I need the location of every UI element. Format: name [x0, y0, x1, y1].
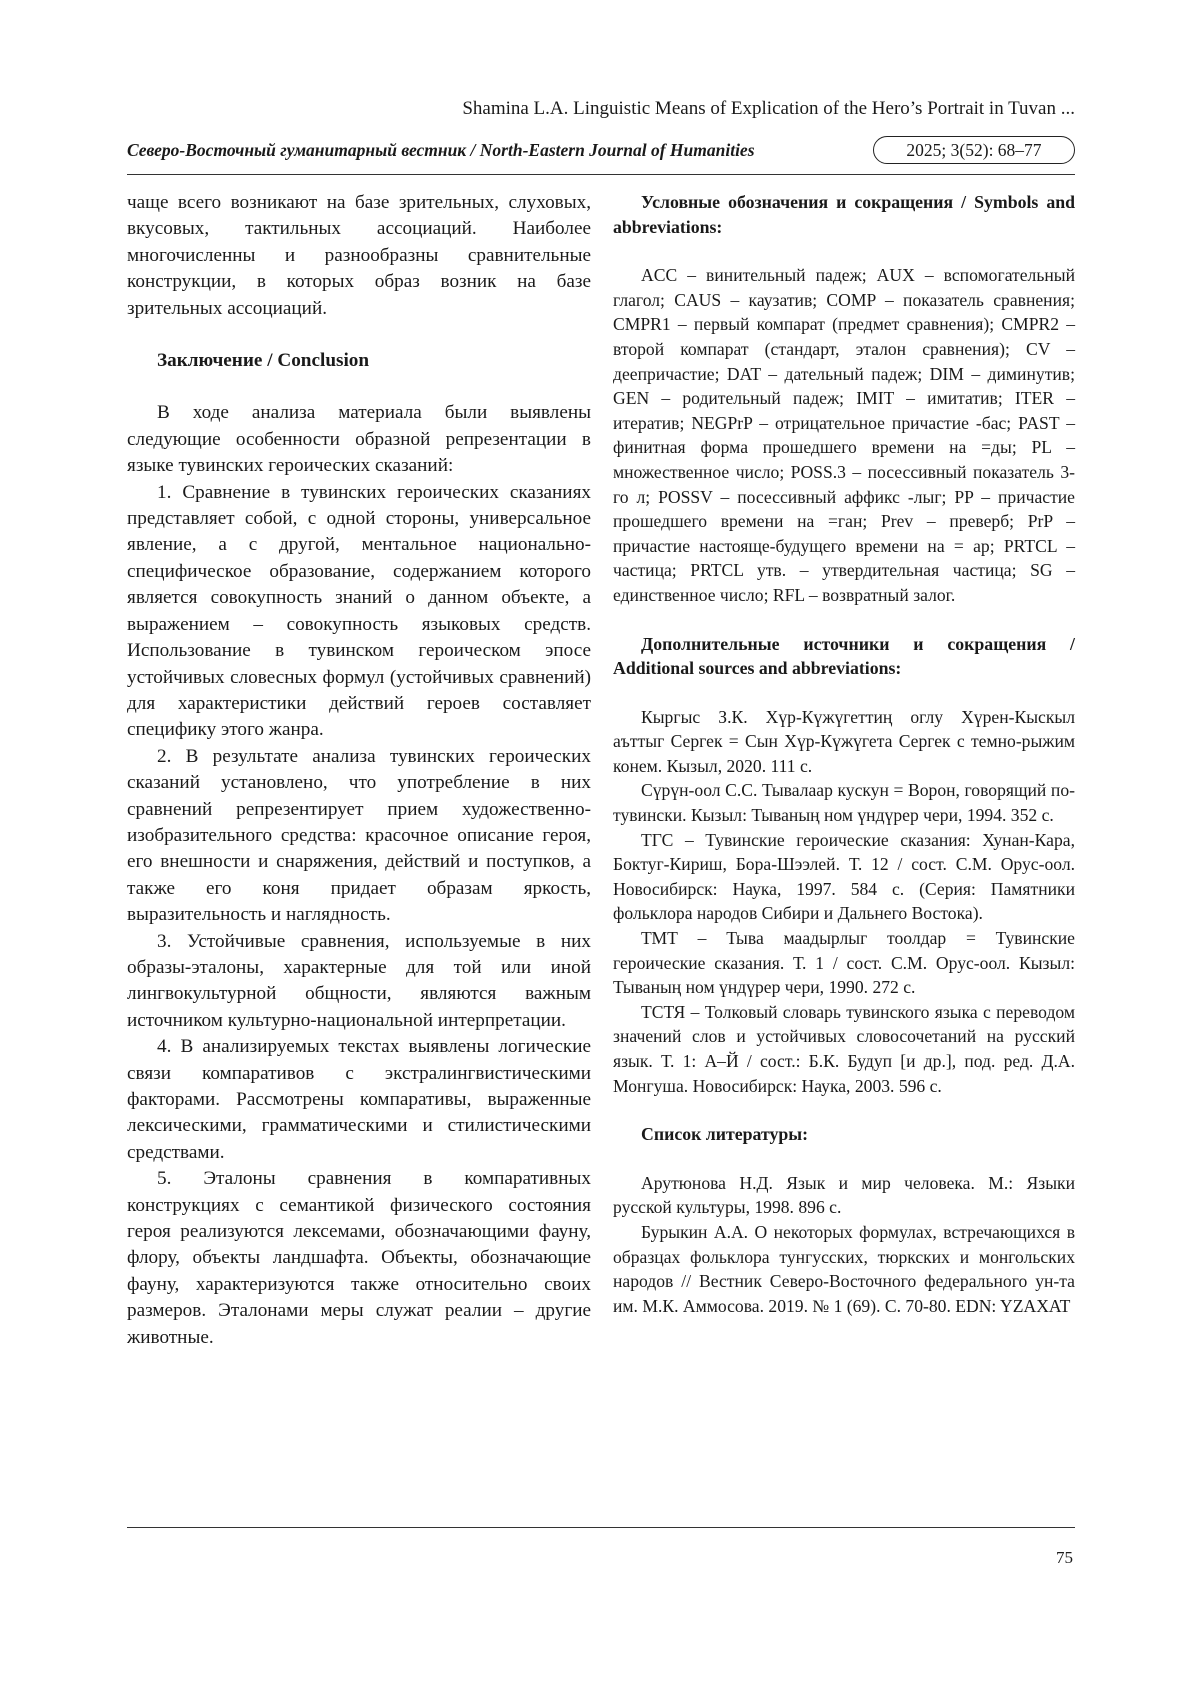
source-item: Сүрүн-оол С.С. Тывалаар кускун = Ворон, говорящий по-тувински. Кызыл: Тываның ном үндүрер чери, 1994. 352 с. [613, 780, 1075, 826]
header-divider [127, 174, 1075, 175]
right-column [613, 190, 1075, 1318]
source-item: ТСТЯ – Толковый словарь тувинского языка с переводом значений слов и устойчивых словосочетаний на русский язык. Т. 1: А–Й / сост.: Б.К. Будуп [и др.], под. ред. Д.А. Монгуша. Новосибирск: Наука, 2003. 596 с. [613, 1001, 1075, 1096]
conclusion-heading: Заключение / Conclusion [157, 350, 370, 372]
symbols-text: ACC – винительный падеж; AUX – вспомогательный глагол; CAUS – каузатив; COMP – показатель сравнения; CMPR1 – первый компарат (предмет сравнения); CMPR2 – второй компарат (стандарт, эталон сравнения); CV – деепричастие; DAT – дательный падеж; DIM – диминутив; GEN – родительный падеж; IMIT – имитатив; ITER – итератив; NEGPrP – отрицательное причастие -бас; PAST – финитная форма прошедшего времени на =ды; PL – множественное число; POSS.3 – посессивный показатель 3-го л; POSSV – посессивный аффикс -лыг; PP – причастие прошедшего времени на =ган; Prev – преверб; PrP – причастие настояще-будущего времени на = ар; PRTCL – частица; PRTCL утв. – утвердительная частица; SG – единственное число; RFL – возвратный залог. [613, 265, 1075, 605]
reference-item: Арутюнова Н.Д. Язык и мир человека. М.: Языки русской культуры, 1998. 896 с. [613, 1172, 1075, 1218]
conclusion-point-3: 3. Устойчивые сравнения, используемые в них образы-эталоны, характерные для той или иной лингвокультурной общности, являются важным источником культурно-национальной интерпретации. [127, 930, 591, 1031]
page-number: 75 [1056, 1548, 1073, 1567]
footer-divider [127, 1527, 1075, 1528]
running-title: Shamina L.A. Linguistic Means of Explication of the Hero’s Portrait in Tuvan ... [462, 98, 1075, 119]
conclusion-point-2: 2. В результате анализа тувинских героических сказаний установлено, что употребление в них сравнений репрезентирует прием художественно-изобразительного средства: красочное описание героя, его внешности и снаряжения, действий и поступков, а также его коня придает образам яркость, выразительность и наглядность. [127, 745, 591, 926]
source-item: Кыргыс З.К. Хүр-Күжүгеттиң оглу Хүрен-Кыскыл аъттыг Сергек = Сын Хүр-Күжүгета Сергек с темно-рыжим конем. Кызыл, 2020. 111 с. [613, 706, 1075, 776]
source-item: ТМТ – Тыва маадырлыг тоолдар = Тувинские героические сказания. Т. 1 / сост. С.М. Орус-оол. Кызыл: Тываның ном үндүрер чери, 1990. 272 с. [613, 928, 1075, 998]
conclusion-point-1: 1. Сравнение в тувинских героических сказаниях представляет собой, с одной стороны, универсальное явление, а с другой, ментальное национально-специфическое образование, содержанием которого является совокупность знаний о данном объекте, а выражением – совокупность языковых средств. Использование в тувинском героическом эпосе устойчивых словесных формул (устойчивых сравнений) для характеристики действий героев составляет специфику этого жанра. [127, 481, 591, 741]
symbols-heading: Условные обозначения и сокращения / Symbols and abbreviations: [613, 192, 1075, 237]
conclusion-point-4: 4. В анализируемых текстах выявлены логические связи компаративов с экстралингвистическими факторами. Рассмотрены компаративы, выраженные лексическими, грамматическими и стилистическими средствами. [127, 1036, 591, 1163]
conclusion-paragraph: В ходе анализа материала были выявлены следующие особенности образной репрезентации в языке тувинских героических сказаний: [127, 402, 591, 477]
journal-name: Северо-Восточный гуманитарный вестник / North-Eastern Journal of Humanities [127, 140, 755, 160]
reference-item: Бурыкин А.А. О некоторых формулах, встречающихся в образцах фольклора тунгусских, тюркских и монгольских народов // Вестник Северо-Восточного федерального ун-та им. М.К. Аммосова. 2019. № 1 (69). С. 70-80. EDN: YZAXAT [613, 1221, 1075, 1316]
references-heading: Список литературы: [641, 1124, 809, 1145]
sources-heading: Дополнительные источники и сокращения / Additional sources and abbreviations: [613, 633, 1075, 679]
left-column [127, 190, 591, 1351]
source-item: ТГС – Тувинские героические сказания: Хунан-Кара, Боктуг-Кириш, Бора-Шээлей. Т. 12 / сост. С.М. Орус-оол. Новосибирск: Наука, 1997. 584 с. (Серия: Памятники фольклора народов Сибири и Дальнего Востока). [613, 829, 1075, 924]
issue-badge: 2025; 3(52): 68–77 [873, 136, 1075, 164]
intro-paragraph: чаще всего возникают на базе зрительных, слуховых, вкусовых, тактильных ассоциаций. Наиболее многочисленны и разнообразны сравнительные конструкции, в которых образ возник на базе зрительных ассоциаций. [127, 192, 591, 319]
conclusion-point-5: 5. Эталоны сравнения в компаративных конструкциях с семантикой физического состояния героя реализуются лексемами, обозначающими фауну, флору, объекты ландшафта. Объекты, обозначающие фауну, характеризуются также относительно своих размеров. Эталонами меры служат реалии – другие животные. [127, 1168, 591, 1348]
journal-header [127, 136, 1075, 168]
